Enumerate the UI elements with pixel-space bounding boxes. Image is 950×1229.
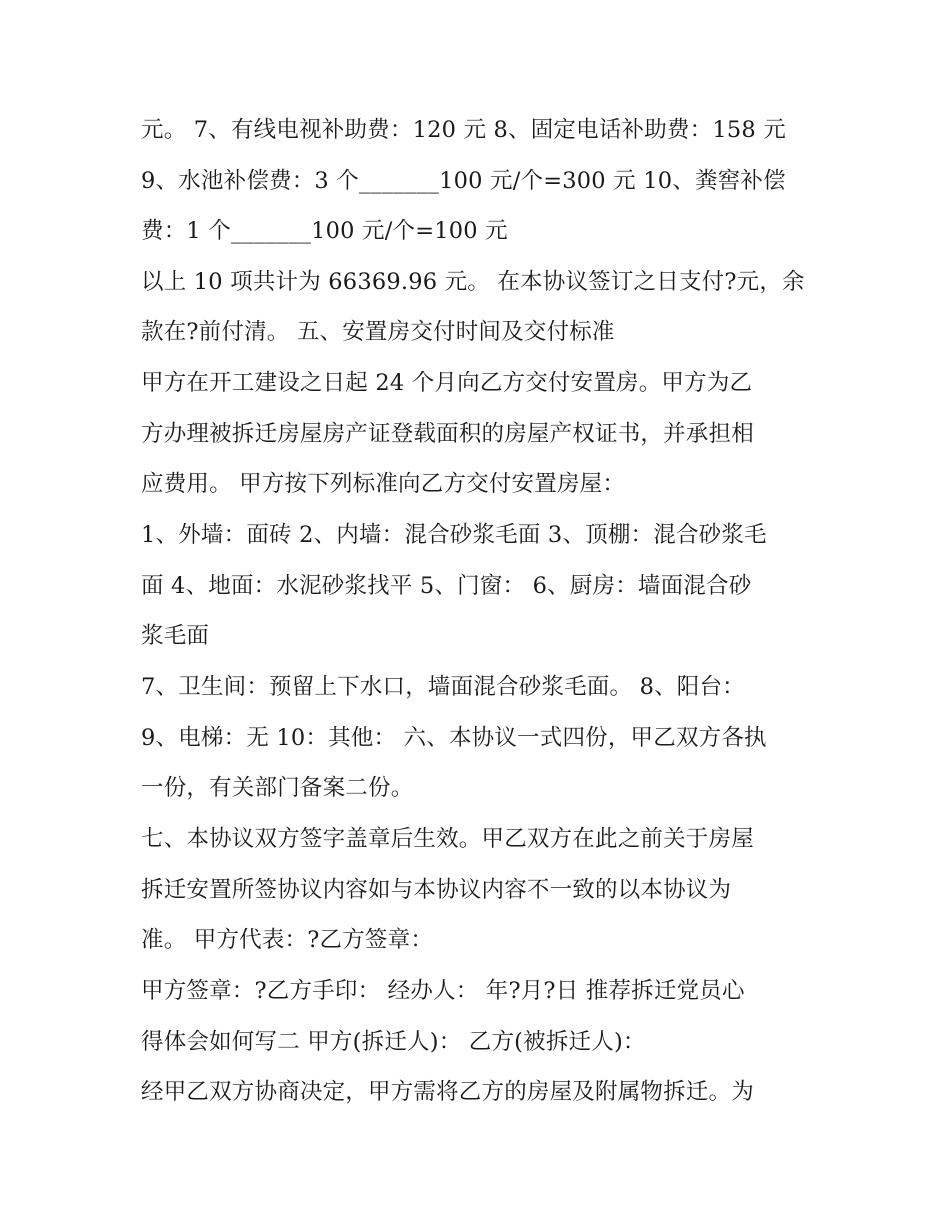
text-line: 一份，有关部门备案二份。 xyxy=(141,775,414,801)
text-line: 以上 10 项共计为 66369.96 元。 在本协议签订之日支付?元，余 xyxy=(141,269,805,295)
text-line: 款在?前付清。 五、安置房交付时间及交付标准 xyxy=(141,319,615,345)
text-line: 浆毛面 xyxy=(141,623,210,649)
text-line: 9、水池补偿费：3 个_______100 元/个=300 元 10、粪窖补偿 xyxy=(141,168,786,194)
text-line: 应费用。 甲方按下列标准向乙方交付安置房屋： xyxy=(141,471,626,497)
text-line: 1、外墙：面砖 2、内墙：混合砂浆毛面 3、顶棚：混合砂浆毛 xyxy=(141,522,767,548)
text-line: 费：1 个_______100 元/个=100 元 xyxy=(141,218,508,244)
text-line: 方办理被拆迁房屋房产证登载面积的房屋产权证书，并承担相 xyxy=(141,421,754,447)
text-line: 元。 7、有线电视补助费：120 元 8、固定电话补助费：158 元 xyxy=(141,117,786,143)
text-line: 面 4、地面：水泥砂浆找平 5、门窗： 6、厨房：墙面混合砂 xyxy=(141,573,752,599)
text-line: 9、电梯：无 10：其他： 六、本协议一式四份，甲乙双方各执 xyxy=(141,725,767,751)
text-line: 得体会如何写二 甲方(拆迁人)： 乙方(被拆迁人)： xyxy=(141,1029,646,1055)
text-line: 拆迁安置所签协议内容如与本协议内容不一致的以本协议为 xyxy=(141,877,732,903)
text-line: 七、本协议双方签字盖章后生效。甲乙双方在此之前关于房屋 xyxy=(141,826,754,852)
text-line: 甲方签章：?乙方手印： 经办人： 年?月?日 推荐拆迁党员心 xyxy=(141,978,745,1004)
text-line: 甲方在开工建设之日起 24 个月向乙方交付安置房。甲方为乙 xyxy=(141,370,753,396)
text-line: 7、卫生间：预留上下水口，墙面混合砂浆毛面。 8、阳台： xyxy=(141,674,745,700)
text-line: 准。 甲方代表：?乙方签章： xyxy=(141,927,434,953)
text-line: 经甲乙双方协商决定，甲方需将乙方的房屋及附属物拆迁。为 xyxy=(141,1079,754,1105)
